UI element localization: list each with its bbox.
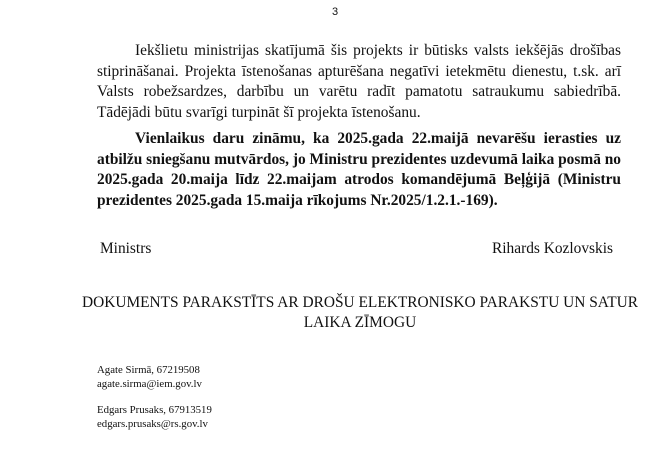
- contact-entry: [97, 403, 212, 431]
- signatory-role: Ministrs: [100, 240, 152, 257]
- signatory-name: Rihards Kozlovskis: [492, 240, 613, 257]
- paragraph-project-importance: [97, 41, 621, 123]
- paragraph-absence-notice: [97, 129, 621, 211]
- contact-name-phone: Edgars Prusaks, 67913519: [97, 404, 212, 416]
- contact-entry: [97, 363, 212, 391]
- paragraph-text: Iekšlietu ministrijas skatījumā šis projekts ir būtisks valsts iekšējās drošības stiprināšanai. Projekta īstenošanas apturēšana negatīvi ietekmētu dienestu, t.sk. arī Valsts robežsardzes, darbību un varētu radīt pamatotu satraukumu sabiedrībā. Tādējādi būtu svarīgi turpināt šī projekta īstenošanu.: [97, 42, 621, 121]
- paragraph-text: Vienlaikus daru zināmu, ka 2025.gada 22.maijā nevarēšu ierasties uz atbilžu sniegšanu mutvārdos, jo Ministru prezidentes uzdevumā laika posmā no 2025.gada 20.maija līdz 22.maijam atrodos komandējumā Beļģijā (Ministru prezidentes 2025.gada 15.maija rīkojums Nr.2025/1.2.1.-169).: [97, 130, 621, 209]
- contacts-block: [97, 363, 212, 443]
- page-number: 3: [331, 6, 339, 18]
- contact-email: edgars.prusaks@rs.gov.lv: [97, 418, 208, 430]
- contact-name-phone: Agate Sirmā, 67219508: [97, 364, 200, 376]
- contact-email: agate.sirma@iem.gov.lv: [97, 378, 202, 390]
- electronic-signature-notice: DOKUMENTS PARAKSTĪTS AR DROŠU ELEKTRONISKO PARAKSTU UN SATUR LAIKA ZĪMOGU: [82, 294, 638, 331]
